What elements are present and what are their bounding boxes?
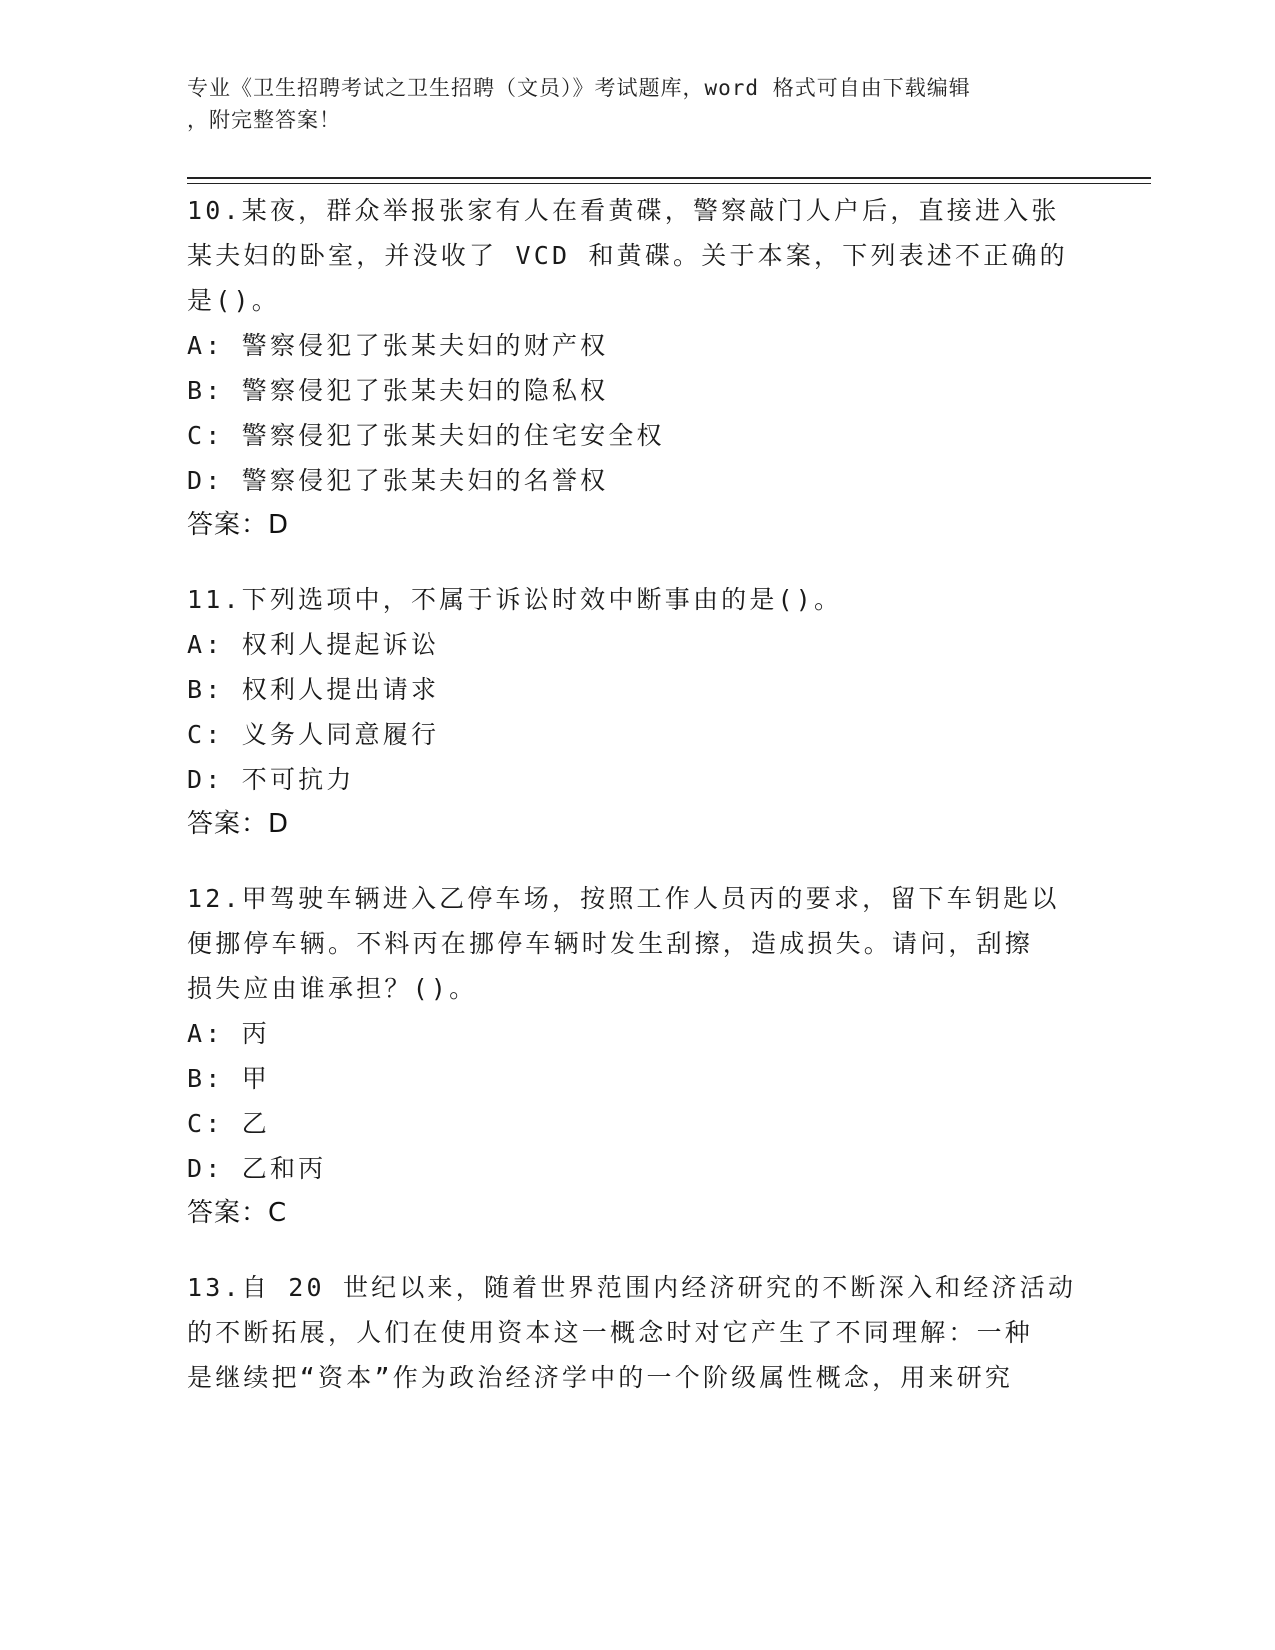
question-text-line: 11.下列选项中，不属于诉讼时效中断事由的是()。 bbox=[187, 585, 843, 614]
question-text-line: 的不断拓展，人们在使用资本这一概念时对它产生了不同理解：一种 bbox=[187, 1318, 1034, 1347]
option-d: D: 不可抗力 bbox=[187, 765, 355, 794]
option-c: C: 警察侵犯了张某夫妇的住宅安全权 bbox=[187, 421, 665, 450]
question-text-line: 13.自 20 世纪以来，随着世界范围内经济研究的不断深入和经济活动 bbox=[187, 1273, 1077, 1302]
document-header bbox=[187, 72, 1067, 136]
option-a: A: 权利人提起诉讼 bbox=[187, 630, 440, 659]
question-text-line: 10.某夜，群众举报张家有人在看黄碟，警察敲门人户后，直接进入张 bbox=[187, 196, 1060, 225]
question-12 bbox=[187, 876, 1087, 1236]
option-a: A: 丙 bbox=[187, 1019, 270, 1048]
option-c: C: 义务人同意履行 bbox=[187, 720, 440, 749]
option-d: D: 乙和丙 bbox=[187, 1154, 327, 1183]
question-11 bbox=[187, 577, 1087, 847]
header-line-2: ，附完整答案！ bbox=[187, 108, 341, 132]
question-text-line: 某夫妇的卧室，并没收了 VCD 和黄碟。关于本案，下列表述不正确的 bbox=[187, 241, 1068, 270]
option-a: A: 警察侵犯了张某夫妇的财产权 bbox=[187, 331, 609, 360]
header-rule-thin bbox=[187, 183, 1151, 184]
question-13 bbox=[187, 1265, 1087, 1400]
question-text-line: 是()。 bbox=[187, 286, 280, 315]
question-text-line: 12.甲驾驶车辆进入乙停车场，按照工作人员丙的要求，留下车钥匙以 bbox=[187, 884, 1060, 913]
question-10 bbox=[187, 188, 1087, 548]
header-line-1: 专业《卫生招聘考试之卫生招聘（文员）》考试题库，word 格式可自由下载编辑 bbox=[187, 76, 971, 100]
question-text-line: 损失应由谁承担？()。 bbox=[187, 974, 478, 1003]
option-c: C: 乙 bbox=[187, 1109, 270, 1138]
question-text-line: 便挪停车辆。不料丙在挪停车辆时发生刮擦，造成损失。请问，刮擦 bbox=[187, 929, 1034, 958]
question-list bbox=[187, 188, 1087, 1429]
option-b: B: 权利人提出请求 bbox=[187, 675, 440, 704]
option-b: B: 警察侵犯了张某夫妇的隐私权 bbox=[187, 376, 609, 405]
option-d: D: 警察侵犯了张某夫妇的名誉权 bbox=[187, 466, 609, 495]
question-text-line: 是继续把“资本”作为政治经济学中的一个阶级属性概念，用来研究 bbox=[187, 1363, 1014, 1392]
header-rule-thick bbox=[187, 177, 1151, 179]
answer: 答案：D bbox=[187, 510, 290, 540]
answer: 答案：C bbox=[187, 1198, 288, 1228]
option-b: B: 甲 bbox=[187, 1064, 270, 1093]
answer: 答案：D bbox=[187, 809, 290, 839]
